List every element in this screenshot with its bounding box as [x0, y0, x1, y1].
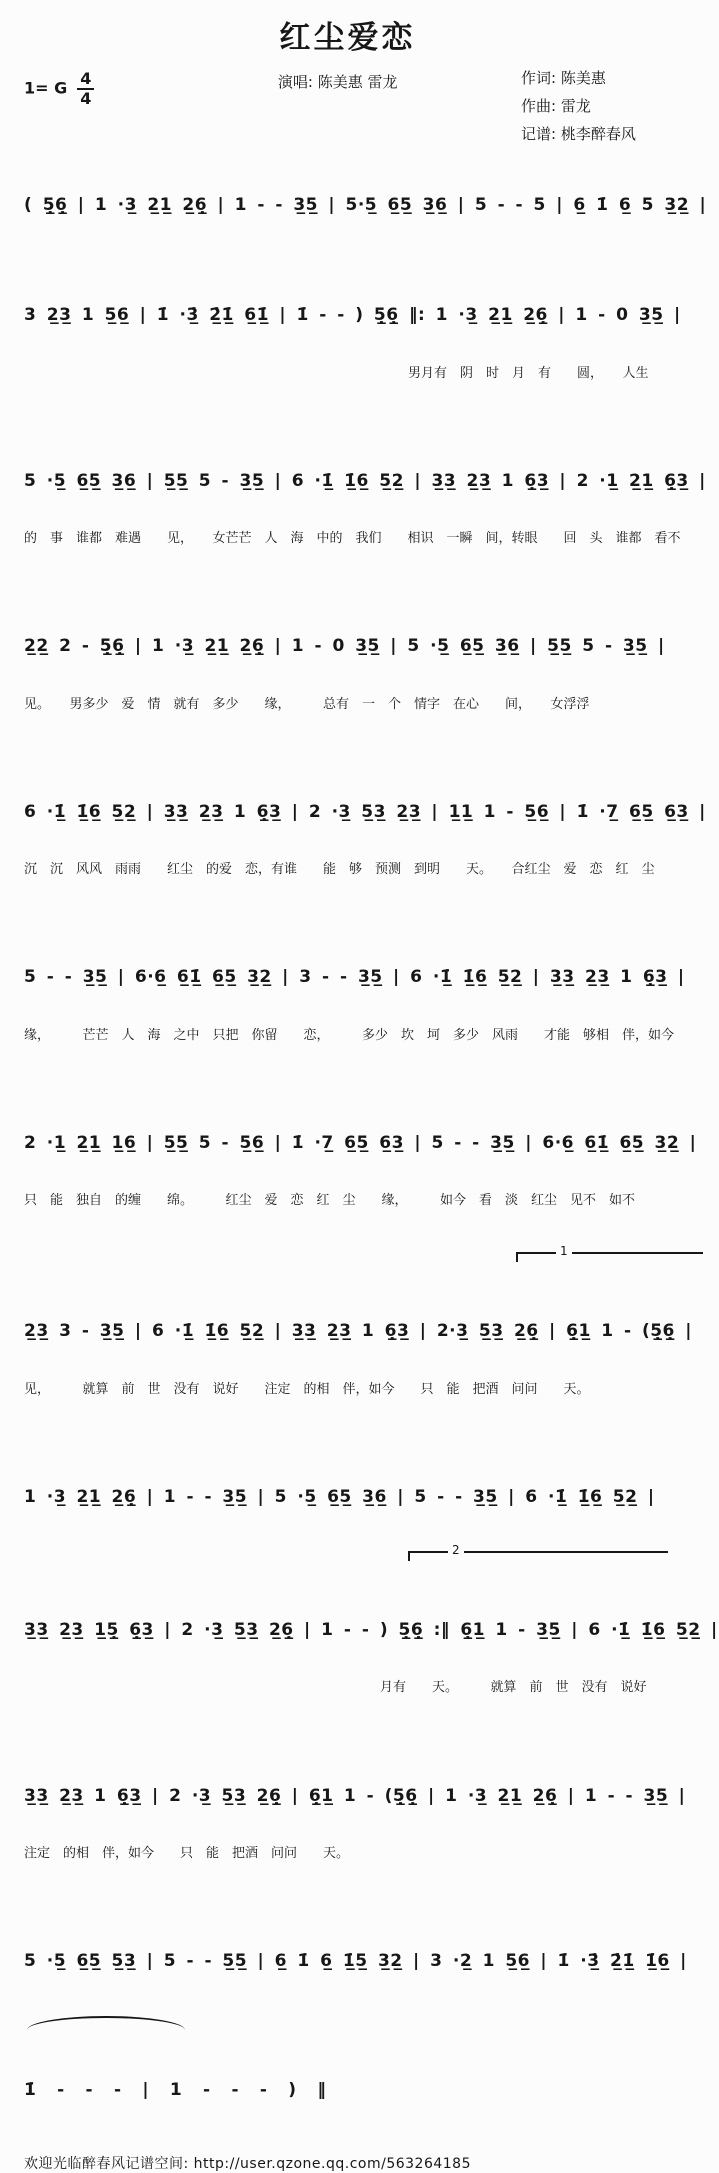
lyrics-line-2: 男月有 阴 时 月 有 圆， 人生: [408, 365, 649, 381]
music-system-5: [24, 764, 711, 917]
music-system-2: [24, 267, 711, 420]
notation-line-7: 2 ·1̲ 2̲1̲ 1̲6̲ | 5̲5̲ 5 - 5̲6̲ | 1̇ ·7̲ 6̲5̲ 6̲3̲ | 5 - - 3̲5̲ | 6·6̲ 6̲1̲̇ 6̲5̲ 3̲2̲ |: [24, 1132, 697, 1153]
notation-line-11: 3̲3̲ 2̲3̲ 1 6̲̣3̲ | 2 ·3̲ 5̲3̲ 2̲6̲̣ | 6̲̣1̲ 1 - (5̲̣6̲̣ | 1 ·3̲ 2̲1̲ 2̲6̲̣ | 1 - - 3̲5̲ |: [24, 1785, 686, 1806]
key-label: 1= G: [24, 78, 68, 98]
music-system-4: [24, 598, 711, 751]
lyrics-line-4: 见。 男多少 爱 情 就有 多少 缘， 总有 一 个 情字 在心 间， 女浮浮: [24, 696, 590, 712]
singer-credit: 演唱: 陈美惠 雷龙: [277, 73, 398, 91]
music-system-11: [24, 1748, 711, 1901]
transcriber-credit: 记谱: 桃李醉春风: [521, 124, 636, 143]
music-system-10: [24, 1543, 718, 1735]
music-system-12: [24, 1913, 711, 2010]
credits-block: [521, 65, 711, 148]
lyricist-credit: 作词: 陈美惠: [521, 69, 606, 87]
time-signature: [77, 71, 94, 107]
second-ending-bracket: [408, 1543, 668, 1561]
time-signature-denominator: 4: [80, 89, 92, 108]
music-system-1: [24, 157, 711, 254]
lyrics-line-11: 注定 的相 伴，如今 只 能 把酒 问问 天。: [24, 1845, 350, 1861]
music-system-13: [24, 2023, 711, 2139]
music-system-7: [24, 1095, 711, 1248]
notation-line-12: 5 ·5̲ 6̲5̲ 5̲3̲ | 5 - - 5̲5̲ | 6̲ 1̇ 6̲ 1̲̇5̲ 3̲2̲ | 3 ·2̲ 1 5̲6̲ | 1̇ ·3̲̇ 2̲̇1̲̇ 1̲̇6̲ |: [24, 1951, 687, 1971]
notation-line-1: ( 5̲̣6̲̣ | 1 ·3̲ 2̲1̲ 2̲6̲̣ | 1 - - 3̲5̲ | 5·5̲ 6̲5̲ 3̲6̲ | 5 - - 5 | 6̲ 1̇ 6̲ 5 3̲2̲ |: [24, 195, 707, 215]
music-system-9: [24, 1449, 711, 1546]
first-ending-label: 1: [556, 1245, 572, 1257]
time-signature-numerator: 4: [77, 71, 94, 90]
footer-note: 欢迎光临醉春风记谱空间: http://user.qzone.qq.com/563264185: [24, 2155, 471, 2172]
tie-arc: [27, 2016, 185, 2030]
notation-line-4: 2̲2̲ 2 - 5̲̣6̲̣ | 1 ·3̲ 2̲1̲ 2̲6̲̣ | 1 - 0 3̲5̲ | 5 ·5̲ 6̲5̲ 3̲6̲ | 5̲5̲ 5 - 3̲5̲ |: [24, 636, 665, 657]
music-system-8: [24, 1244, 711, 1436]
music-system-3: [24, 433, 711, 586]
notation-line-8: 2̲3̲ 3 - 3̲5̲ | 6 ·1̲̇ 1̲̇6̲ 5̲2̲ | 3̲3̲ 2̲3̲ 1 6̲̣3̲ | 2·3̲ 5̲3̲ 2̲6̲̣ | 6̲̣1̲ 1 - (5̲̣6̲̣ |: [24, 1321, 692, 1342]
key-signature: [24, 71, 94, 107]
lyrics-line-3: 的 事 谁都 难遇 见， 女芒芒 人 海 中的 我们 相识 一瞬 间，转眼 回 头 谁都 看不: [24, 531, 681, 546]
lyrics-line-8: 见， 就算 前 世 没有 说好 注定 的相 伴，如今 只 能 把酒 问问 天。: [24, 1381, 590, 1397]
second-ending-label: 2: [448, 1544, 464, 1556]
notation-line-9: 1 ·3̲ 2̲1̲ 2̲6̲̣ | 1 - - 3̲5̲ | 5 ·5̲ 6̲5̲ 3̲6̲ | 5 - - 3̲5̲ | 6 ·1̲̇ 1̲̇6̲ 5̲2̲ |: [24, 1486, 655, 1507]
notation-line-5: 6 ·1̲̇ 1̲̇6̲ 5̲2̲ | 3̲3̲ 2̲3̲ 1 6̲̣3̲ | 2 ·3̲ 5̲3̲ 2̲3̲ | 1̲1̲ 1 - 5̲6̲ | 1̇ ·7̲ 6̲5̲ 6̲3̲ |: [24, 801, 706, 822]
music-system-6: [24, 929, 711, 1082]
score: [24, 157, 718, 2140]
lyrics-line-7: 只 能 独自 的缠 绵。 红尘 爱 恋 红 尘 缘， 如今 看 淡 红尘 见不 如不: [24, 1193, 636, 1208]
first-ending-bracket: [516, 1244, 703, 1262]
lyrics-line-6: 缘， 芒芒 人 海 之中 只把 你留 恋， 多少 坎 坷 多少 风雨 才能 够相 伴，如今: [24, 1027, 675, 1043]
notation-line-2: 3 2̲3̲ 1 5̲6̲ | 1̇ ·3̲̇ 2̲̇1̲̇ 6̲1̲̇ | 1̇ - - ) 5̲̣6̲̣ ‖: 1 ·3̲ 2̲1̲ 2̲6̲̣ | 1 - 0 3̲5̲ |: [24, 305, 681, 326]
notation-line-13: 1̇ - - - | 1 - - - ) ‖: [24, 2080, 327, 2101]
song-title: 红尘爱恋: [279, 20, 416, 56]
lyrics-line-5: 沉 沉 风风 雨雨 红尘 的爱 恋，有谁 能 够 预测 到明 天。 合红尘 爱 恋 红 尘: [24, 862, 655, 877]
notation-line-3: 5 ·5̲ 6̲5̲ 3̲6̲ | 5̲5̲ 5 - 3̲5̲ | 6 ·1̲̇ 1̲̇6̲ 5̲2̲ | 3̲3̲ 2̲3̲ 1 6̲̣3̲ | 2 ·1̲ 2̲1̲ 6̲̣3̲ |: [24, 470, 706, 491]
notation-line-10: 3̲3̲ 2̲3̲ 1̲5̲̣ 6̲̣3̲ | 2 ·3̲ 5̲3̲ 2̲6̲̣ | 1 - - ) 5̲̣6̲̣ :‖ 6̲̣1̲ 1 - 3̲5̲ | 6 ·1̲̇ 1̲̇6̲ 5̲2̲ |: [24, 1620, 718, 1640]
lyrics-line-10: 月有 天。 就算 前 世 没有 说好: [380, 1680, 647, 1696]
composer-credit: 作曲: 雷龙: [521, 96, 591, 115]
notation-line-6: 5 - - 3̲5̲ | 6·6̲ 6̲1̲̇ 6̲5̲ 3̲2̲ | 3 - - 3̲5̲ | 6 ·1̲̇ 1̲̇6̲ 5̲2̲ | 3̲3̲ 2̲3̲ 1 6̲̣3̲ |: [24, 967, 685, 988]
header-meta: [24, 65, 711, 151]
